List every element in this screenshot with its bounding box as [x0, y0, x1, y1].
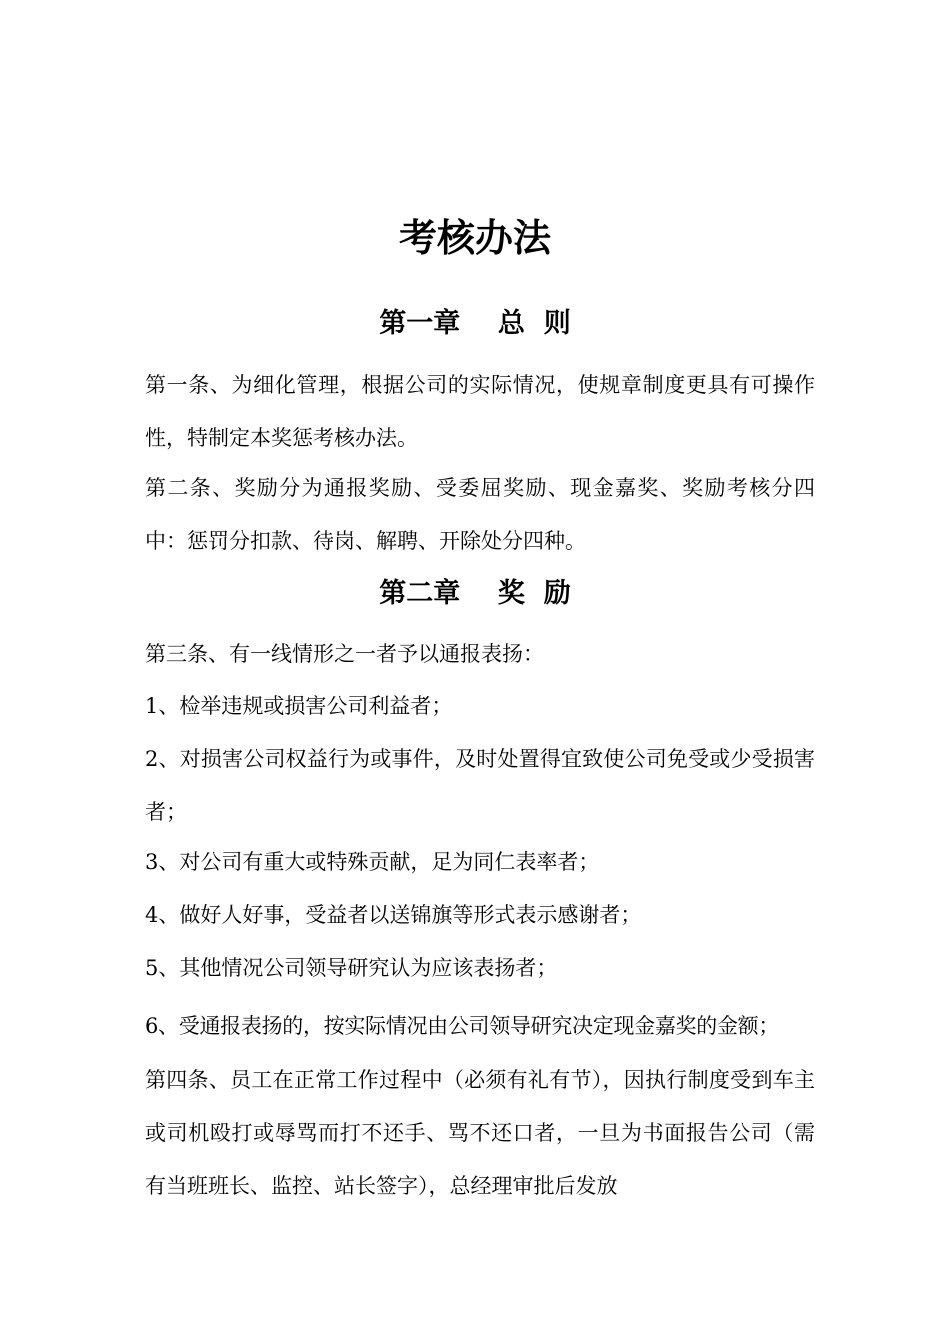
list-item-3: 3、对公司有重大或特殊贡献，足为同仁表率者； — [145, 850, 600, 874]
list-item-1: 1、检举违规或损害公司利益者； — [145, 694, 453, 718]
article-3: 第三条、有一线情形之一者予以通报表扬： — [145, 642, 544, 666]
document-title: 考核办法 — [398, 215, 551, 260]
list-item-2: 2、对损害公司权益行为或事件，及时处置得宜致使公司免受或少受损害者； — [145, 747, 815, 824]
article-4: 第四条、员工在正常工作过程中（必须有礼有节），因执行制度受到车主或司机殴打或辱骂而打不还手、骂不还口者，一旦为书面报告公司（需有当班班长、监控、站长签字），总经理审批后发放 — [145, 1068, 815, 1198]
list-item-6: 6、受通报表扬的，按实际情况由公司领导研究决定现金嘉奖的金额； — [145, 1014, 780, 1038]
article-2: 第二条、奖励分为通报奖励、受委屈奖励、现金嘉奖、奖励考核分四中：惩罚分扣款、待岗、解聘、开除处分四种。 — [145, 476, 815, 553]
article-1: 第一条、为细化管理，根据公司的实际情况，使规章制度更具有可操作性，特制定本奖惩考核办法。 — [145, 373, 815, 450]
list-item-4: 4、做好人好事，受益者以送锦旗等形式表示感谢者； — [145, 903, 642, 927]
chapter-1-heading: 第一章 总 则 — [379, 308, 571, 339]
chapter-2-heading: 第二章 奖 励 — [379, 578, 571, 609]
list-item-5: 5、其他情况公司领导研究认为应该表扬者； — [145, 956, 558, 980]
